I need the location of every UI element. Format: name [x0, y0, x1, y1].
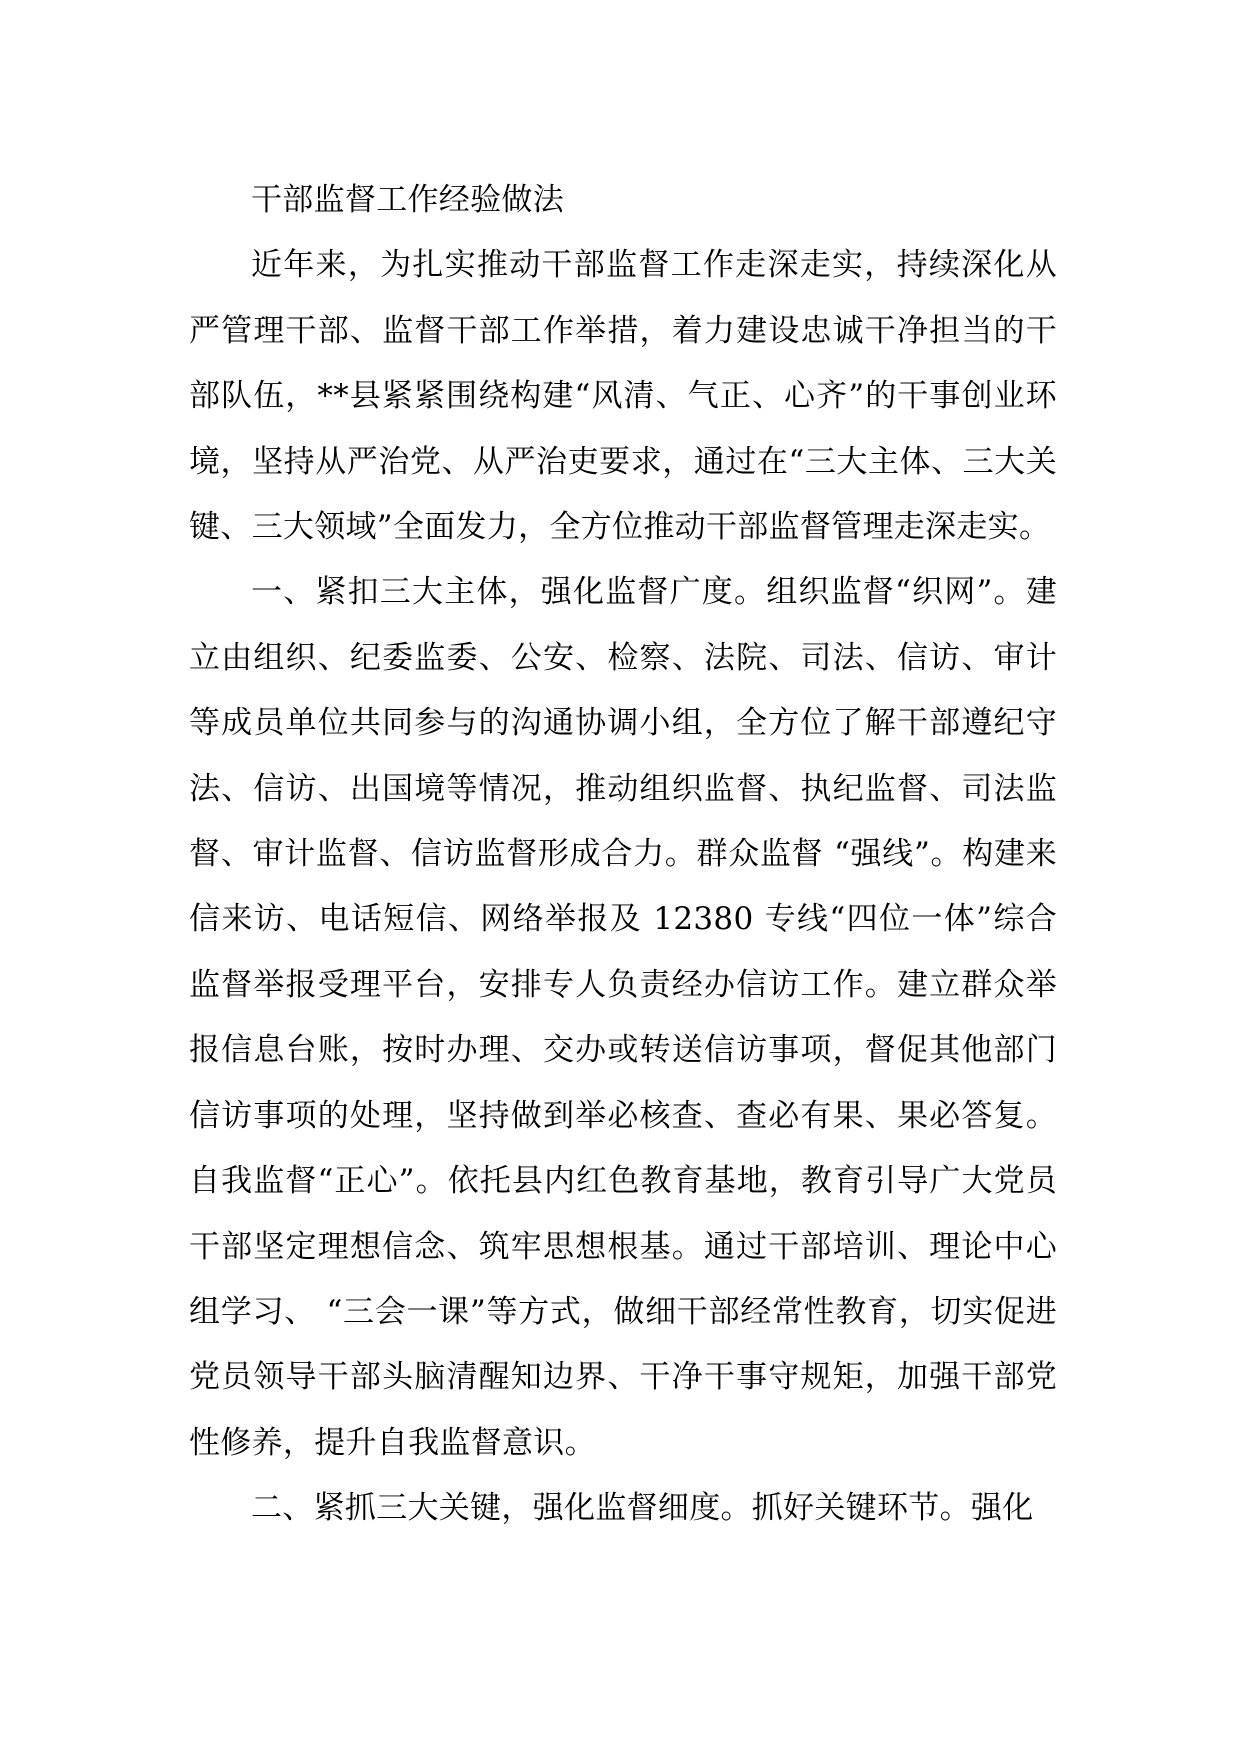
- paragraph-intro: 近年来，为扎实推动干部监督工作走深走实，持续深化从严管理干部、监督干部工作举措，着力建设忠诚干净担当的干部队伍，**县紧紧围绕构建“风清、气正、心齐”的干事创业环境，坚持从严治党、从严治吏要求，通过在“三大主体、三大关键、三大领域”全面发力，全方位推动干部监督管理走深走实。: [189, 247, 1057, 546]
- document-title: 干部监督工作经验做法: [251, 182, 564, 218]
- paragraph-section-1: 一、紧扣三大主体，强化监督广度。组织监督“织网”。建立由组织、纪委监委、公安、检察、法院、司法、信访、审计等成员单位共同参与的沟通协调小组，全方位了解干部遵纪守法、信访、出国境等情况，推动组织监督、执纪监督、司法监督、审计监督、信访监督形成合力。群众监督 “强线”。构建来信来访、电话短信、网络举报及 12380 专线“四位一体”综合监督举报受理平台，安排专人负责经办信访工作。建立群众举报信息台账，按时办理、交办或转送信访事项，督促其他部门信访事项的处理，坚持做到举必核查、查必有果、果必答复。自我监督“正心”。依托县内红色教育基地，教育引导广大党员干部坚定理想信念、筑牢思想根基。通过干部培训、理论中心组学习、 “三会一课”等方式，做细干部经常性教育，切实促进党员领导干部头脑清醒知边界、干净干事守规矩，加强干部党性修养，提升自我监督意识。: [189, 574, 1057, 1461]
- paragraph-section-2: 二、紧抓三大关键，强化监督细度。抓好关键环节。强化: [251, 1490, 1034, 1527]
- document-body: [189, 168, 1057, 1542]
